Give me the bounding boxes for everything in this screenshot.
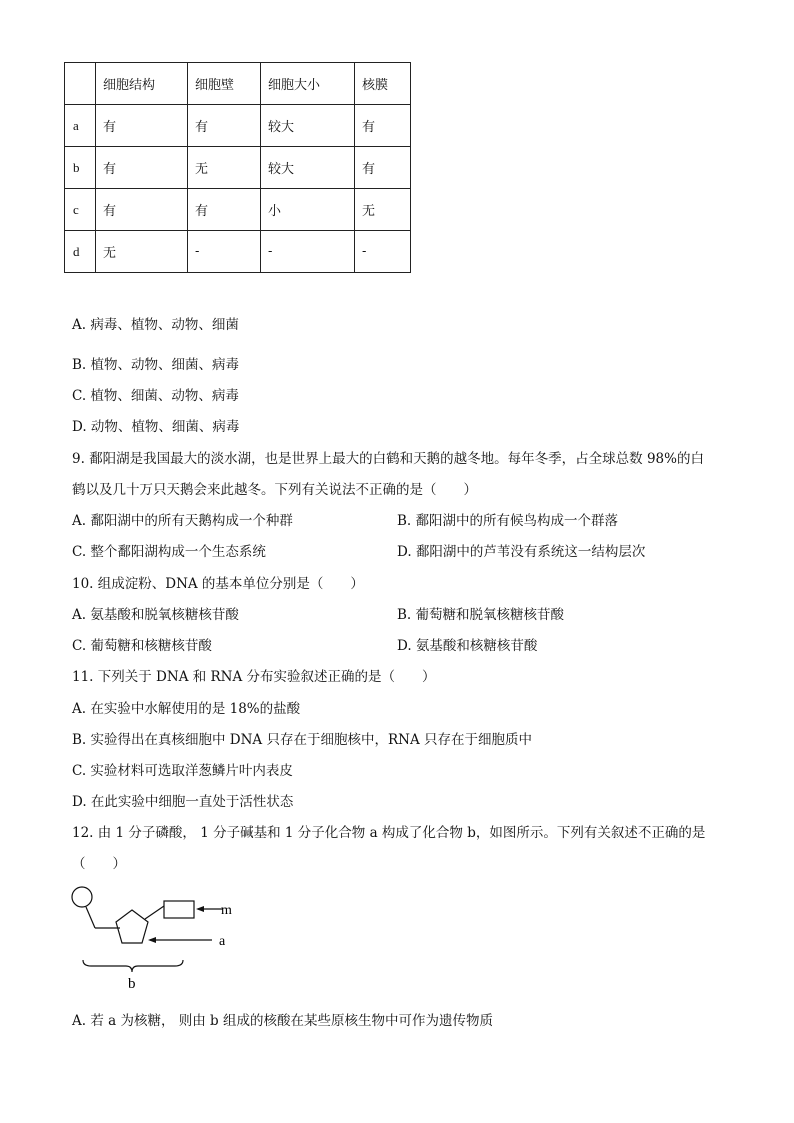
q11-option-c: C. 实验材料可选取洋葱鳞片叶内表皮: [72, 763, 293, 779]
table-cell: 小: [261, 189, 355, 231]
pentose-sugar-pentagon: [116, 910, 148, 943]
table-cell: -: [261, 231, 355, 273]
table-cell: -: [188, 231, 261, 273]
q8-option-b: B. 植物、动物、细菌、病毒: [72, 357, 240, 373]
label-m: m: [221, 903, 232, 918]
table-header-cell: [65, 63, 96, 105]
table-cell: d: [65, 231, 96, 273]
q9-option-b: B. 鄱阳湖中的所有候鸟构成一个群落: [397, 513, 619, 529]
q12-stem-line1: 12. 由 1 分子磷酸， 1 分子碱基和 1 分子化合物 a 构成了化合物 b，如图所示。下列有关叙述不正确的是: [72, 825, 706, 841]
q11-option-a: A. 在实验中水解使用的是 18%的盐酸: [72, 701, 301, 717]
q8-option-d: D. 动物、植物、细菌、病毒: [72, 419, 240, 435]
table-cell: a: [65, 105, 96, 147]
table-cell: b: [65, 147, 96, 189]
q9-stem-line2: 鹤以及几十万只天鹅会来此越冬。下列有关说法不正确的是（ ）: [72, 482, 477, 498]
table-cell: 有: [188, 189, 261, 231]
q10-option-b: B. 葡萄糖和脱氧核糖核苷酸: [397, 607, 565, 623]
label-b: b: [128, 976, 136, 992]
table-row: [65, 105, 411, 147]
q9-stem-line1: 9. 鄱阳湖是我国最大的淡水湖，也是世界上最大的白鹤和天鹅的越冬地。每年冬季，占全球总数 98%的白: [72, 451, 704, 467]
table-cell: 有: [96, 105, 188, 147]
table-cell: 较大: [261, 105, 355, 147]
arrow-m-head: [196, 906, 204, 912]
q11-option-d: D. 在此实验中细胞一直处于活性状态: [72, 794, 294, 810]
q9-option-c: C. 整个鄱阳湖构成一个生态系统: [72, 544, 266, 560]
table-cell: c: [65, 189, 96, 231]
q9-option-a: A. 鄱阳湖中的所有天鹅构成一个种群: [72, 513, 293, 529]
label-a: a: [219, 934, 226, 949]
table-cell: 无: [355, 189, 411, 231]
table-row: [65, 189, 411, 231]
nucleotide-diagram: [68, 880, 268, 992]
q12-stem-line2: （ ）: [72, 856, 126, 872]
table-cell: 无: [188, 147, 261, 189]
phosphate-circle: [72, 887, 92, 907]
q10-option-d: D. 氨基酸和核糖核苷酸: [397, 638, 538, 654]
table-cell: 有: [188, 105, 261, 147]
table-header-cell: 细胞大小: [261, 63, 355, 105]
table-header-cell: 核膜: [355, 63, 411, 105]
table-row: [65, 147, 411, 189]
brace-b: [83, 960, 183, 972]
table-cell: 有: [96, 147, 188, 189]
q11-stem: 11. 下列关于 DNA 和 RNA 分布实验叙述正确的是（ ）: [72, 669, 436, 685]
table-header-cell: 细胞壁: [188, 63, 261, 105]
table-row: [65, 231, 411, 273]
q8-option-a: A. 病毒、植物、动物、细菌: [72, 317, 239, 333]
arrow-a-head: [148, 937, 156, 943]
q9-option-d: D. 鄱阳湖中的芦苇没有系统这一结构层次: [397, 544, 646, 560]
cell-comparison-table: [64, 62, 411, 273]
q10-option-c: C. 葡萄糖和核糖核苷酸: [72, 638, 212, 654]
table-cell: 有: [96, 189, 188, 231]
table-cell: 无: [96, 231, 188, 273]
table-header-row: [65, 63, 411, 105]
table-cell: -: [355, 231, 411, 273]
table-cell: 有: [355, 105, 411, 147]
sugar-base-bond: [145, 906, 164, 919]
table-cell: 较大: [261, 147, 355, 189]
table-cell: 有: [355, 147, 411, 189]
phosphate-bond: [86, 907, 95, 928]
q12-option-a: A. 若 a 为核糖， 则由 b 组成的核酸在某些原核生物中可作为遗传物质: [72, 1013, 493, 1029]
q10-stem: 10. 组成淀粉、DNA 的基本单位分别是（ ）: [72, 576, 364, 592]
table-header-cell: 细胞结构: [96, 63, 188, 105]
q11-option-b: B. 实验得出在真核细胞中 DNA 只存在于细胞核中，RNA 只存在于细胞质中: [72, 732, 532, 748]
q10-option-a: A. 氨基酸和脱氧核糖核苷酸: [72, 607, 239, 623]
q8-option-c: C. 植物、细菌、动物、病毒: [72, 388, 239, 404]
base-rectangle: [164, 901, 194, 918]
